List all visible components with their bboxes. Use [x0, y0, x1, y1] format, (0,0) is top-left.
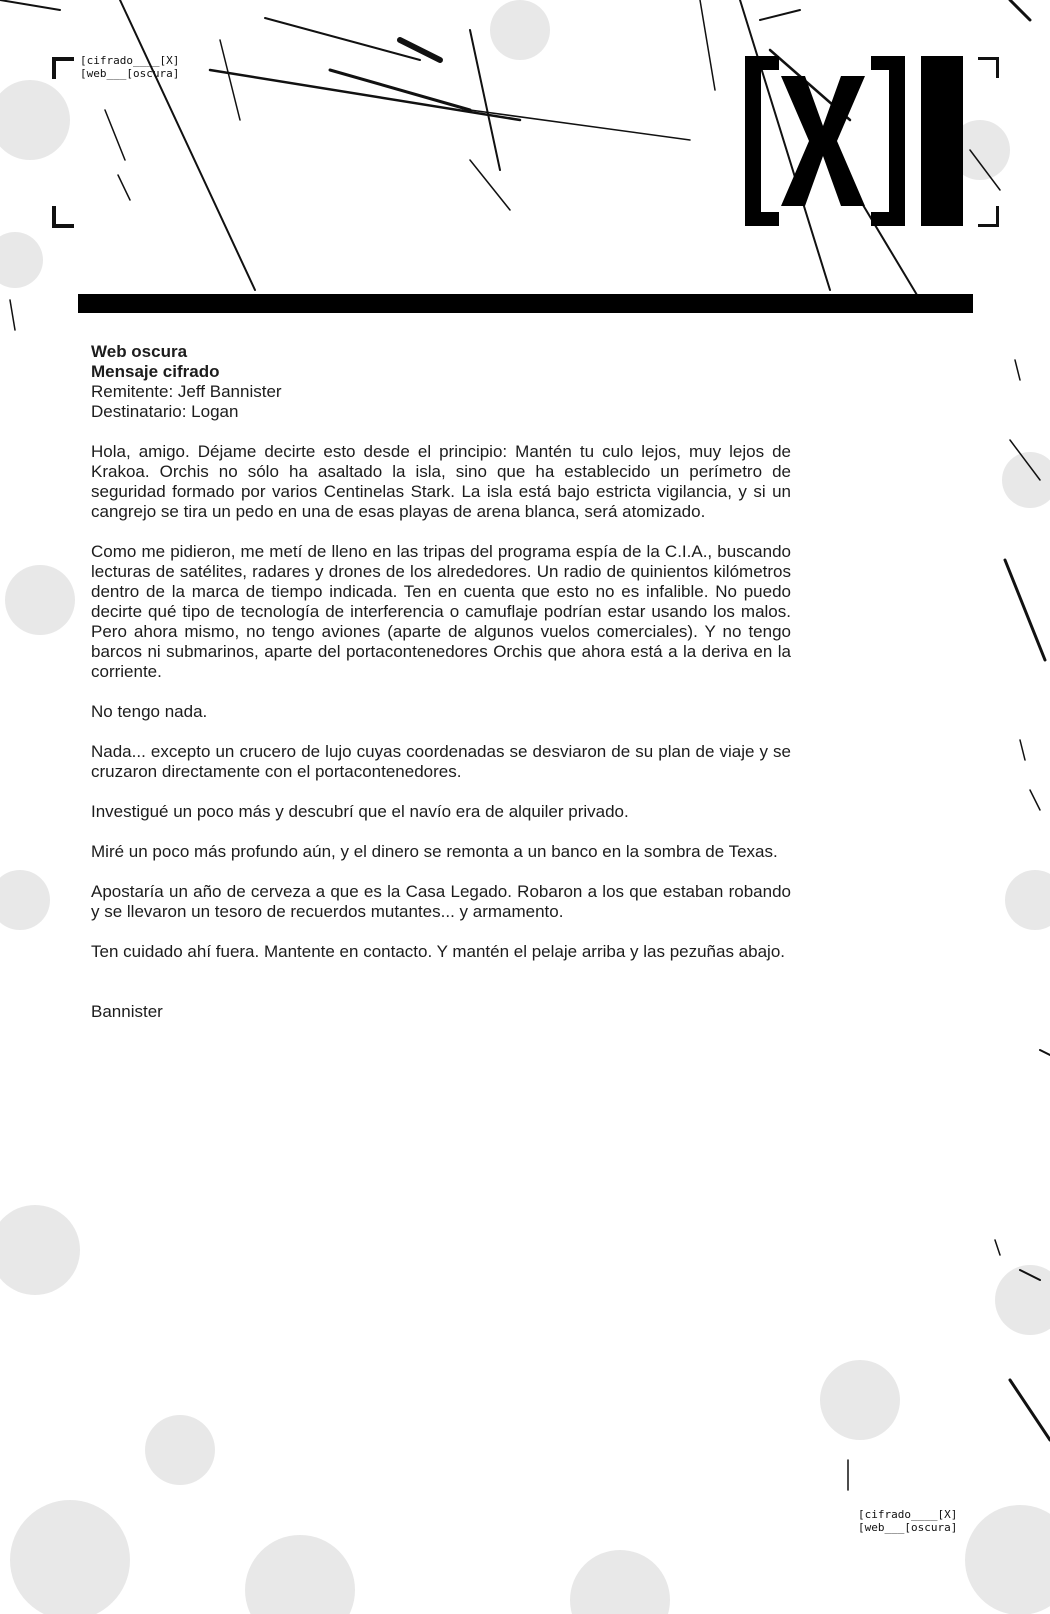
message-sender: Remitente: Jeff Bannister — [91, 382, 282, 401]
message-title: Web oscura — [91, 342, 188, 361]
message-paragraph: Ten cuidado ahí fuera. Mantente en contacto. Y mantén el pelaje arriba y las pezuñas abajo. — [91, 942, 786, 961]
message-paragraph: No tengo nada. — [91, 702, 208, 721]
cipher-tag-line1: [cifrado____[X] — [858, 1508, 958, 1521]
cipher-tag-top — [80, 54, 179, 80]
x-bracket-logo-icon — [745, 56, 963, 226]
frame-corner-top-right — [978, 57, 999, 78]
message-paragraph: Miré un poco más profundo aún, y el dinero se remonta a un banco en la sombra de Texas. — [91, 842, 778, 861]
encrypted-message — [91, 342, 791, 1022]
header-divider-bar — [78, 294, 973, 313]
message-recipient: Destinatario: Logan — [91, 402, 239, 421]
cipher-tag-line1: [cifrado____[X] — [80, 54, 180, 67]
message-body — [91, 442, 791, 962]
message-paragraph: Investigué un poco más y descubrí que el navío era de alquiler privado. — [91, 802, 629, 821]
frame-corner-top-left — [52, 57, 74, 79]
cipher-tag-bottom — [858, 1508, 957, 1534]
cipher-tag-line2: [web___[oscura] — [858, 1521, 958, 1534]
message-paragraph: Hola, amigo. Déjame decirte esto desde el principio: Mantén tu culo lejos, muy lejos de Krakoa. Orchis no sólo ha asaltado la isla, sino que ha establecido un perímetro de seguridad formado por varios Centinelas Stark. La isla está bajo estricta vigilancia, y si un cangrejo se tira un pedo en una de esas playas de arena blanca, será atomizado. — [91, 442, 791, 521]
message-subtitle: Mensaje cifrado — [91, 362, 220, 381]
frame-corner-bottom-right — [978, 206, 999, 227]
message-paragraph: Nada... excepto un crucero de lujo cuyas coordenadas se desviaron de su plan de viaje y se cruzaron directamente con el portacontenedores. — [91, 742, 791, 781]
cipher-tag-line2: [web___[oscura] — [80, 67, 180, 80]
message-paragraph: Apostaría un año de cerveza a que es la Casa Legado. Robaron a los que estaban robando y se llevaron un tesoro de recuerdos mutantes... y armamento. — [91, 882, 791, 921]
message-signature: Bannister — [91, 1002, 163, 1021]
message-paragraph: Como me pidieron, me metí de lleno en las tripas del programa espía de la C.I.A., buscando lecturas de satélites, radares y drones de los alrededores. Un radio de quinientos kilómetros dentro de la marca de tiempo indicada. Ten en cuenta que esto no es infalible. No puedo decirte qué tipo de tecnología de interferencia o camuflaje podrían estar usando los malos. Pero ahora mismo, no tengo aviones (aparte de algunos vuelos comerciales). Y no tengo barcos ni submarinos, aparte del portacontenedores Orchis que ahora está a la deriva en la corriente. — [91, 542, 791, 681]
frame-corner-bottom-left — [52, 206, 74, 228]
